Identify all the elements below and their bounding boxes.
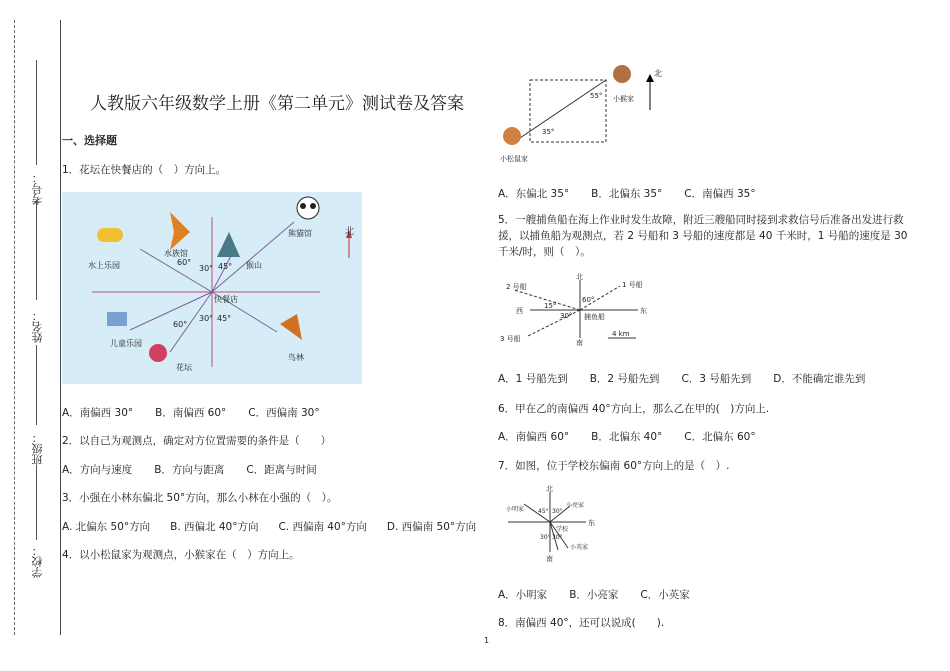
banji-blank (36, 345, 37, 425)
angle-label: 30° (560, 312, 573, 320)
place-fastfood: 快餐店 (214, 295, 238, 304)
option-c[interactable]: C. 西偏南 40°方向 (278, 521, 367, 533)
squirrel-home-label: 小松鼠家 (500, 155, 528, 163)
option-a[interactable]: A．东偏北 35° (498, 188, 570, 200)
kaohao-blank (36, 60, 37, 165)
kaohao-label: 考号： (31, 172, 44, 205)
option-b[interactable]: B．方向与距离 (154, 464, 225, 476)
page-number: 1 (484, 636, 490, 645)
option-d[interactable]: D. 西偏南 50°方向 (386, 521, 477, 533)
xuexiao-label: 学校： (31, 545, 44, 578)
angle-label: 45° (218, 262, 233, 271)
option-b[interactable]: B．小亮家 (569, 589, 619, 601)
place-bird-forest: 鸟林 (288, 353, 304, 362)
option-a[interactable]: A．方向与速度 (62, 464, 133, 476)
angle-label: 30° (540, 534, 551, 541)
angle-label: 60° (582, 296, 595, 304)
angle-label: 30° (552, 534, 563, 541)
north-label: 北 (345, 227, 355, 237)
option-c[interactable]: C．小英家 (640, 589, 690, 601)
option-a[interactable]: A．小明家 (498, 589, 548, 601)
east-label: 东 (640, 307, 647, 315)
question-2: 2．以自己为观测点，确定对方位置需要的条件是（ ） (62, 435, 332, 447)
q5-figure (500, 272, 650, 347)
north-label: 北 (576, 273, 583, 281)
east-label: 东 (588, 519, 595, 527)
xingming-blank (36, 200, 37, 300)
xiaoming-home-label: 小明家 (506, 506, 525, 513)
q4-options (498, 186, 778, 201)
xingming-label: 姓名： (31, 310, 44, 343)
option-b[interactable]: B．北偏东 40° (591, 431, 663, 443)
xiaoliang-home-label: 小亮家 (566, 502, 585, 509)
q3-options (62, 519, 498, 534)
angle-label: 35° (542, 128, 555, 136)
ship-1-label: 1 号船 (622, 281, 643, 289)
banji-label: 班级： (31, 432, 44, 465)
fishing-boat-label: 捕鱼船 (584, 313, 605, 321)
west-label: 西 (516, 307, 523, 315)
page-title: 人教版六年级数学上册《第二单元》测试卷及答案 (90, 94, 464, 114)
question-3: 3．小强在小林东偏北 50°方向，那么小林在小强的（ ）。 (62, 492, 338, 504)
q7-figure (500, 484, 610, 564)
q1-options (62, 405, 342, 420)
angle-label: 45° (217, 314, 232, 323)
q6-options (498, 429, 778, 444)
option-a[interactable]: A. 北偏东 50°方向 (62, 521, 151, 533)
angle-label: 60° (177, 258, 192, 267)
angle-label: 45° (538, 508, 549, 515)
xuexiao-blank (36, 465, 37, 540)
option-a[interactable]: A．南偏西 30° (62, 407, 134, 419)
option-b[interactable]: B. 西偏北 40°方向 (170, 521, 259, 533)
question-1: 1．花坛在快餐店的（ ）方向上。 (62, 164, 227, 176)
place-aquarium: 水族馆 (164, 249, 188, 258)
option-c[interactable]: C．3 号船先到 (681, 373, 752, 385)
q5-options (498, 371, 887, 386)
question-7: 7．如图，位于学校东偏南 60°方向上的是（ ）. (498, 460, 730, 472)
angle-label: 55° (590, 92, 603, 100)
monkey-home-label: 小猴家 (613, 95, 634, 103)
q7-options (498, 587, 712, 602)
option-c[interactable]: C．西偏南 30° (248, 407, 320, 419)
angle-label: 15° (544, 302, 557, 310)
south-label: 南 (576, 339, 583, 347)
place-kids-park: 儿童乐园 (110, 339, 142, 348)
ship-2-label: 2 号船 (506, 283, 527, 291)
option-c[interactable]: C．北偏东 60° (684, 431, 756, 443)
option-a[interactable]: A．1 号船先到 (498, 373, 568, 385)
scale-label: 4 km (612, 330, 630, 338)
angle-label: 30° (199, 314, 214, 323)
question-4: 4．以小松鼠家为观测点，小猴家在（ ）方向上。 (62, 549, 300, 561)
option-b[interactable]: B．南偏西 60° (155, 407, 227, 419)
angle-label: 60° (173, 320, 188, 329)
zoo-map-figure (62, 192, 362, 384)
school-label: 学校 (556, 526, 569, 533)
north-label: 北 (546, 485, 553, 493)
option-d[interactable]: D．不能确定谁先到 (773, 373, 866, 385)
place-flower-bed: 花坛 (176, 363, 192, 372)
place-panda-house: 熊猫馆 (288, 229, 312, 238)
option-a[interactable]: A．南偏西 60° (498, 431, 570, 443)
ship-3-label: 3 号船 (500, 335, 521, 343)
angle-label: 30° (552, 508, 563, 515)
question-5: 5．一艘捕鱼船在海上作业时发生故障，附近三艘船同时接到求救信号后准备出发进行救援，以捕鱼船为观测点，若 2 号船和 3 号船的速度都是 40 千米时，1 号船的速度是 30 千米/时，则（ ）。 (498, 214, 908, 258)
south-label: 南 (546, 555, 553, 563)
binding-dashed-line (14, 20, 15, 635)
option-b[interactable]: B．北偏东 35° (591, 188, 663, 200)
angle-label: 30° (199, 264, 214, 273)
margin-line (60, 20, 61, 635)
place-monkey-hill: 猴山 (246, 261, 262, 270)
question-8: 8．南偏西 40°，还可以说成( ). (498, 617, 665, 629)
q4-figure (498, 60, 668, 165)
q2-options (62, 462, 339, 477)
question-6: 6．甲在乙的南偏西 40°方向上，那么乙在甲的( )方向上. (498, 403, 770, 415)
section-heading: 一、选择题 (62, 134, 117, 147)
option-c[interactable]: C．南偏西 35° (684, 188, 756, 200)
option-c[interactable]: C．距离与时间 (246, 464, 317, 476)
north-label: 北 (654, 69, 662, 78)
place-water-park: 水上乐园 (88, 261, 120, 270)
option-b[interactable]: B．2 号船先到 (589, 373, 660, 385)
xiaoying-home-label: 小英家 (570, 544, 589, 551)
